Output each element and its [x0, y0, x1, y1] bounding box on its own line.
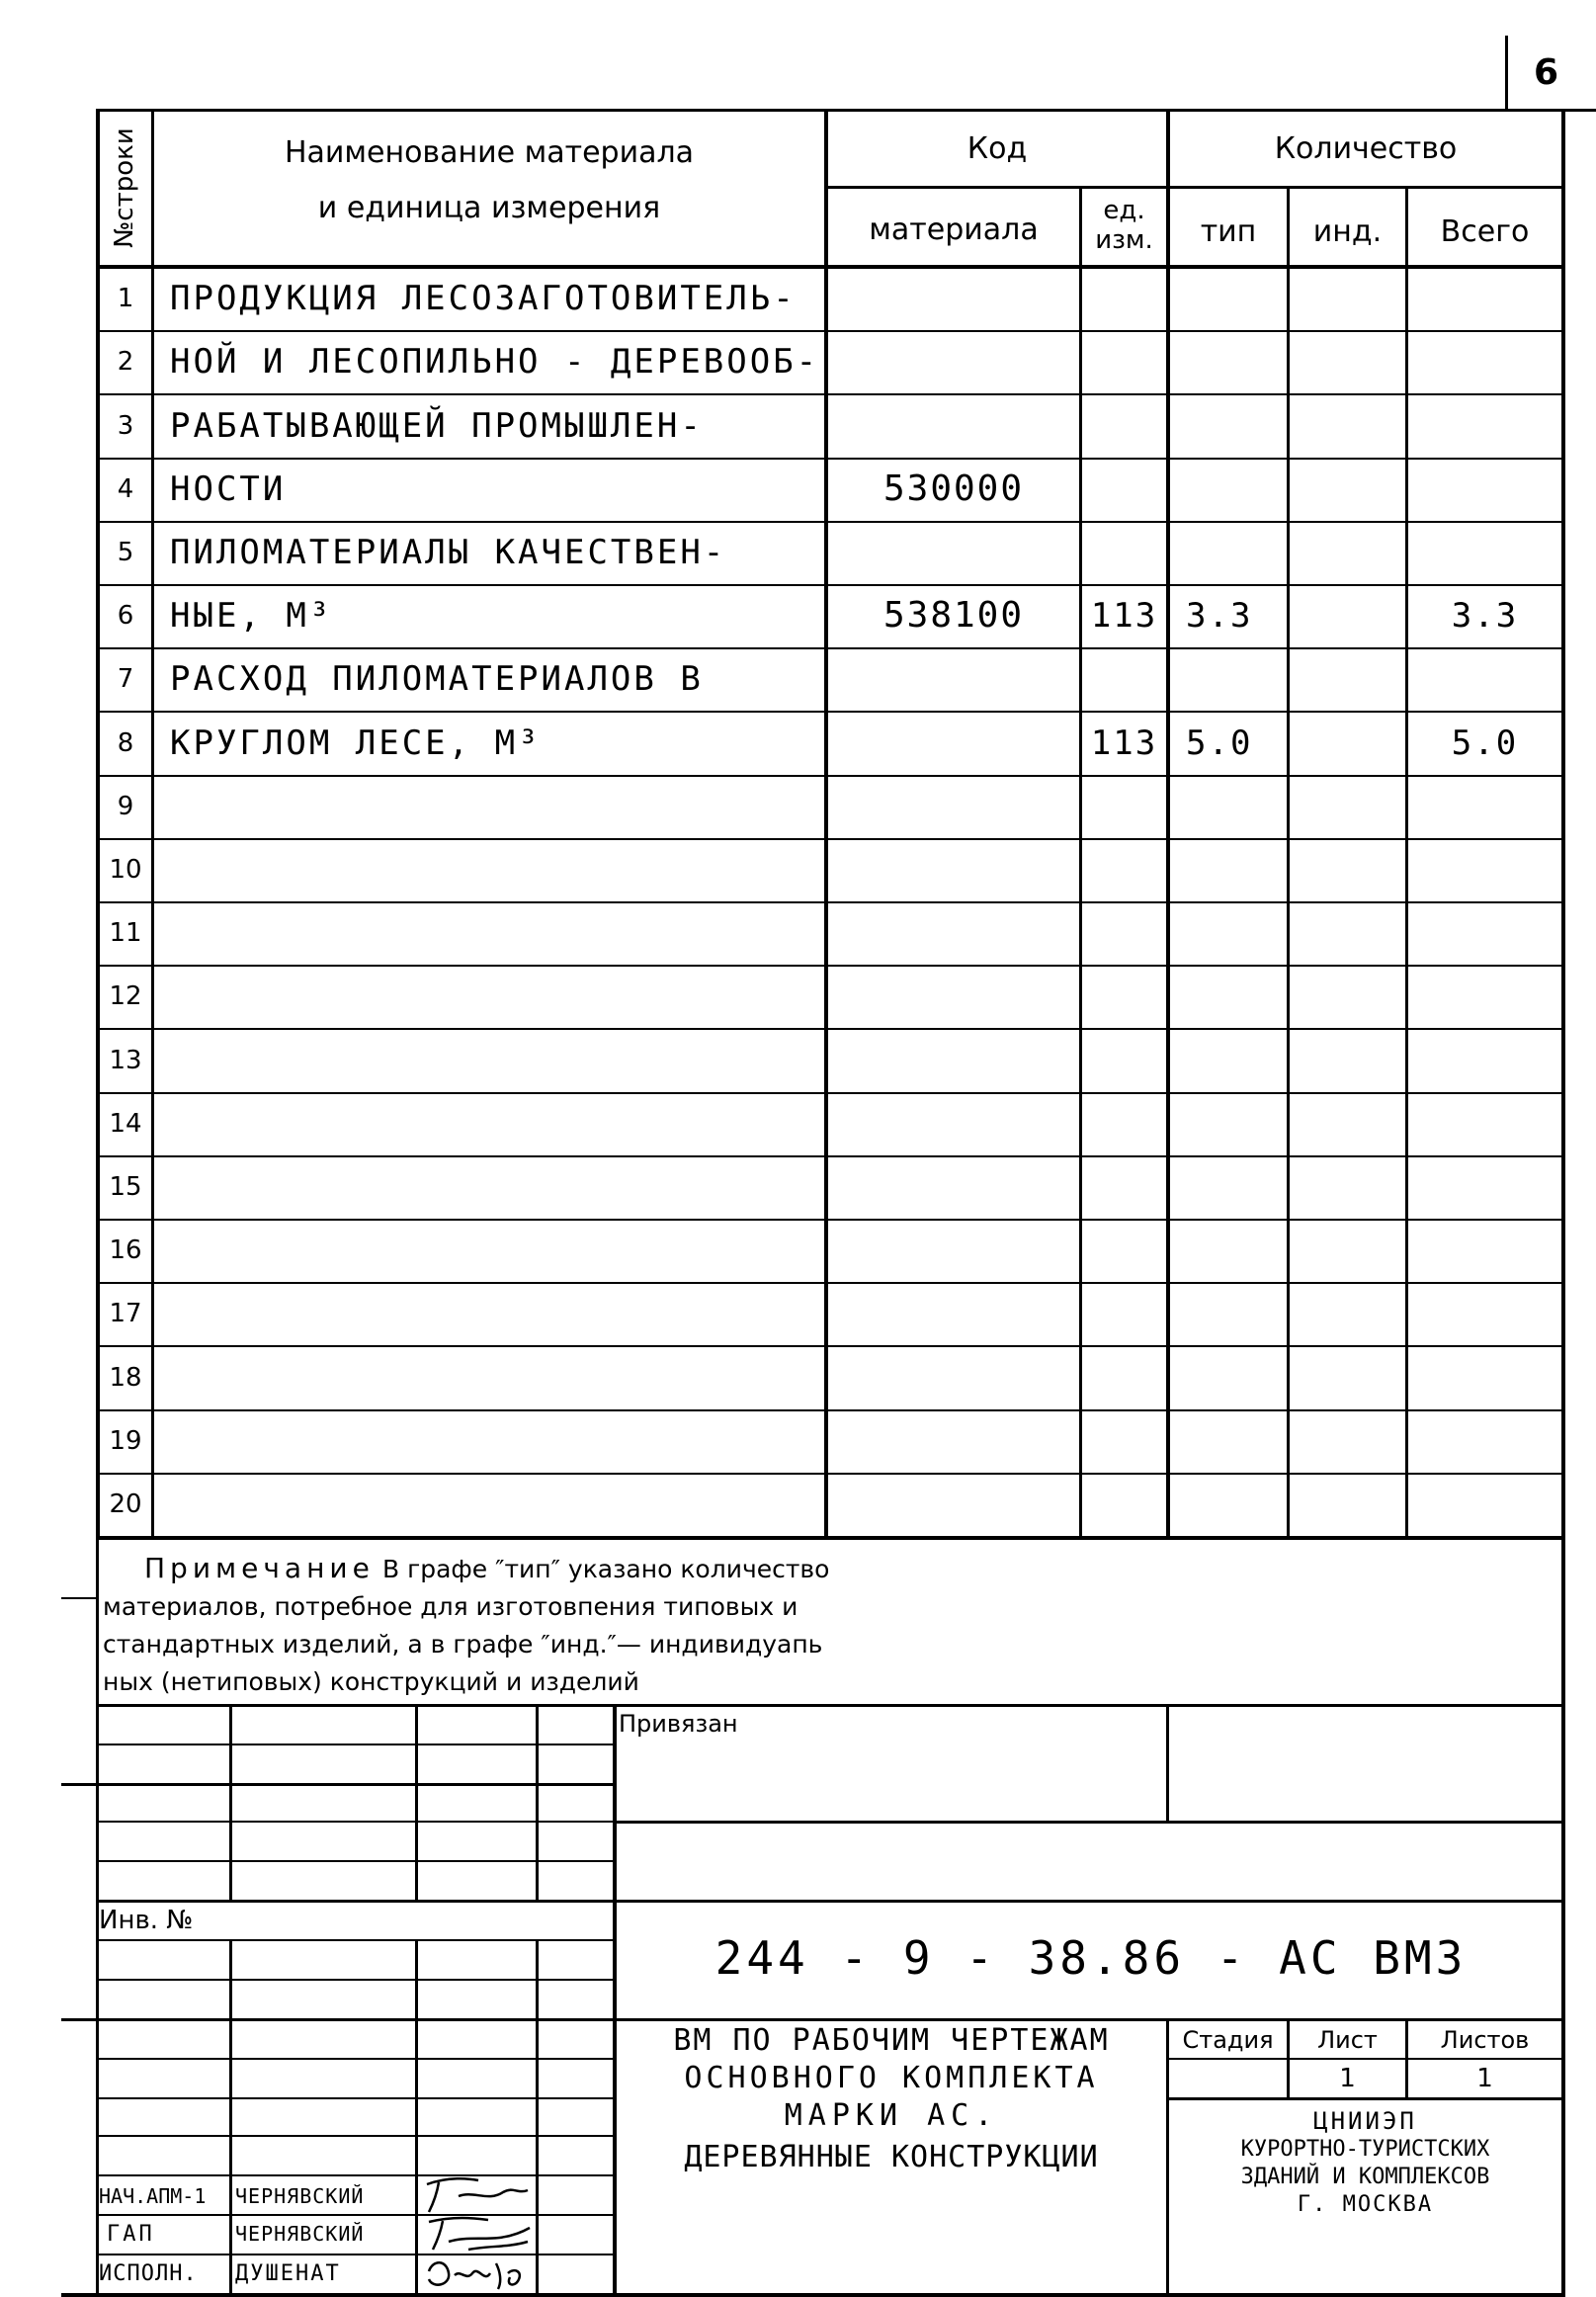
row-6-code: 538100	[882, 595, 1025, 636]
title-line3: МАРКИ АС.	[784, 2098, 999, 2133]
grid-v1	[229, 1704, 232, 1900]
stage-hline2	[1166, 2097, 1565, 2100]
row-separator	[96, 1155, 1565, 1157]
sheets-value: 1	[1476, 2064, 1493, 2093]
row-19-n: 19	[109, 1426, 142, 1456]
row-6-total: 3.3	[1451, 596, 1519, 636]
privyazan-label: Привязан	[619, 1710, 738, 1738]
row-5-n: 5	[117, 538, 134, 567]
row-separator	[96, 1282, 1565, 1284]
header-ind: инд.	[1312, 214, 1383, 249]
title-line4: ДЕРЕВЯННЫЕ КОНСТРУКЦИИ	[684, 2140, 1099, 2174]
row-4-n: 4	[117, 474, 134, 504]
grid-v3	[536, 1704, 539, 1900]
header-code: Код	[966, 131, 1028, 166]
row-10-n: 10	[109, 855, 142, 885]
header-unit-line1: ед.	[1103, 196, 1145, 225]
stage-hline1	[1166, 2058, 1565, 2060]
signer-role-1: НАЧ.АПМ-1	[99, 2184, 207, 2208]
header-material: материала	[869, 213, 1039, 247]
note-line3: стандартных изделий, а в графе ″инд.″— индивидуапь	[103, 1630, 823, 1659]
row-separator	[96, 711, 1565, 713]
row-4-code: 530000	[882, 468, 1025, 509]
header-bottom-line	[96, 265, 1565, 269]
row-separator	[96, 1219, 1565, 1221]
row-5-name: ПИЛОМАТЕРИАЛЫ КАЧЕСТВЕН-	[170, 533, 727, 572]
signer-role-2: ГАП	[107, 2222, 155, 2247]
title-line1: ВМ ПО РАБОЧИМ ЧЕРТЕЖАМ	[673, 2023, 1110, 2058]
row-14-n: 14	[109, 1109, 142, 1139]
row-16-n: 16	[109, 1235, 142, 1265]
row-separator	[96, 330, 1565, 332]
stamp-bottom	[61, 2293, 1565, 2297]
row-3-n: 3	[117, 411, 134, 441]
row-separator	[96, 647, 1565, 649]
row-2-n: 2	[117, 347, 134, 377]
signer-name-1: ЧЕРНЯВСКИЙ	[235, 2184, 365, 2208]
org-line1: ЦНИИЭП	[1313, 2107, 1417, 2135]
privyazan-right	[1166, 1704, 1169, 1823]
row-separator	[96, 1345, 1565, 1347]
row-separator	[96, 1409, 1565, 1411]
row-separator	[96, 775, 1565, 777]
stage-label: Стадия	[1182, 2026, 1274, 2054]
row-separator	[96, 838, 1565, 840]
row-separator	[96, 521, 1565, 523]
col-line-unit	[1166, 109, 1170, 1537]
org-line4: Г. МОСКВА	[1297, 2192, 1434, 2217]
stamp-top	[96, 1704, 1565, 1707]
row-separator	[96, 1028, 1565, 1030]
row-6-typ: 3.3	[1186, 596, 1253, 636]
privyazan-bottom	[613, 1821, 1565, 1824]
note-left-tick	[61, 1597, 97, 1599]
col-line-name	[824, 109, 828, 1537]
grid-v3b	[536, 1939, 539, 2295]
grid-h8	[61, 2018, 1565, 2021]
inv-no-label: Инв. №	[99, 1906, 194, 1935]
row-1-name: ПРОДУКЦИЯ ЛЕСОЗАГОТОВИТЕЛЬ-	[170, 279, 797, 318]
row-2-name: НОЙ И ЛЕСОПИЛЬНО - ДЕРЕВООБ-	[170, 342, 820, 382]
sheet-number: 6	[1534, 52, 1559, 93]
note-line2: материалов, потребное для изготовпения типовых и	[103, 1592, 798, 1621]
org-line2: КУРОРТНО-ТУРИСТСКИХ	[1240, 2137, 1490, 2162]
row-3-name: РАБАТЫВАЮЩЕЙ ПРОМЫШЛЕН-	[170, 406, 704, 446]
sheet-value: 1	[1339, 2064, 1356, 2093]
row-9-n: 9	[117, 792, 134, 821]
col-line-code	[1079, 186, 1082, 1537]
corner-vline	[1505, 36, 1508, 111]
signature-3	[419, 2252, 536, 2295]
header-quantity: Количество	[1274, 131, 1458, 166]
header-name-line2: и единица измерения	[317, 191, 661, 225]
header-row-no: №строки	[110, 128, 139, 248]
row-separator	[96, 458, 1565, 460]
col-line-ind	[1405, 186, 1408, 1537]
signature-2	[419, 2212, 536, 2255]
row-12-n: 12	[109, 981, 142, 1011]
row-6-n: 6	[117, 601, 134, 631]
grid-v2b	[415, 1939, 418, 2295]
signer-role-3: ИСПОЛН.	[99, 2261, 198, 2286]
row-1-n: 1	[117, 284, 134, 313]
note-line4: ных (нетиповых) конструкций и изделий	[103, 1667, 639, 1696]
signer-name-2: ЧЕРНЯВСКИЙ	[235, 2222, 365, 2246]
header-type: тип	[1200, 214, 1257, 249]
note-line1: В графе ″тип″ указано количество	[382, 1555, 830, 1583]
row-separator	[96, 965, 1565, 967]
grid-v1b	[229, 1939, 232, 2295]
sheets-label: Листов	[1440, 2026, 1530, 2054]
subheader-line	[824, 186, 1565, 189]
row-separator	[96, 901, 1565, 903]
row-20-n: 20	[109, 1489, 142, 1519]
row-6-name: НЫЕ, М³	[170, 596, 333, 636]
grid-h2	[61, 1783, 614, 1786]
header-name-line1: Наименование материала	[284, 135, 695, 170]
document-code: 244 - 9 - 38.86 - АС ВМ3	[714, 1931, 1468, 1985]
row-separator	[96, 393, 1565, 395]
col-line-type	[1287, 186, 1290, 1537]
signature-1	[419, 2172, 536, 2216]
grid-h5	[96, 1900, 1565, 1903]
title-line2: ОСНОВНОГО КОМПЛЕКТА	[684, 2061, 1099, 2095]
table-border-top	[96, 109, 1565, 112]
note-title: Примечание	[144, 1552, 375, 1584]
row-7-n: 7	[117, 664, 134, 694]
col-line-rowno	[151, 109, 154, 1537]
grid-v2	[415, 1704, 418, 1900]
row-8-total: 5.0	[1451, 723, 1519, 763]
row-8-n: 8	[117, 728, 134, 758]
row-4-name: НОСТИ	[170, 469, 287, 509]
sheet-label: Лист	[1317, 2026, 1378, 2054]
row-separator	[96, 1473, 1565, 1475]
row-8-typ: 5.0	[1186, 723, 1253, 763]
row-8-unit: 113	[1090, 723, 1158, 763]
signer-name-3: ДУШЕНАТ	[235, 2261, 341, 2286]
row-13-n: 13	[109, 1046, 142, 1075]
row-11-n: 11	[109, 918, 142, 948]
grid-v4	[613, 1704, 617, 2295]
row-6-unit: 113	[1090, 596, 1158, 636]
row-17-n: 17	[109, 1299, 142, 1328]
header-total: Всего	[1440, 214, 1530, 249]
row-7-name: РАСХОД ПИЛОМАТЕРИАЛОВ В	[170, 659, 704, 699]
row-8-name: КРУГЛОМ ЛЕСЕ, М³	[170, 723, 542, 763]
header-unit-line2: изм.	[1095, 225, 1153, 255]
row-separator	[96, 584, 1565, 586]
org-line3: ЗДАНИЙ И КОМПЛЕКСОВ	[1240, 2165, 1490, 2189]
row-separator	[96, 1536, 1565, 1540]
row-15-n: 15	[109, 1172, 142, 1202]
row-18-n: 18	[109, 1363, 142, 1393]
row-separator	[96, 1092, 1565, 1094]
